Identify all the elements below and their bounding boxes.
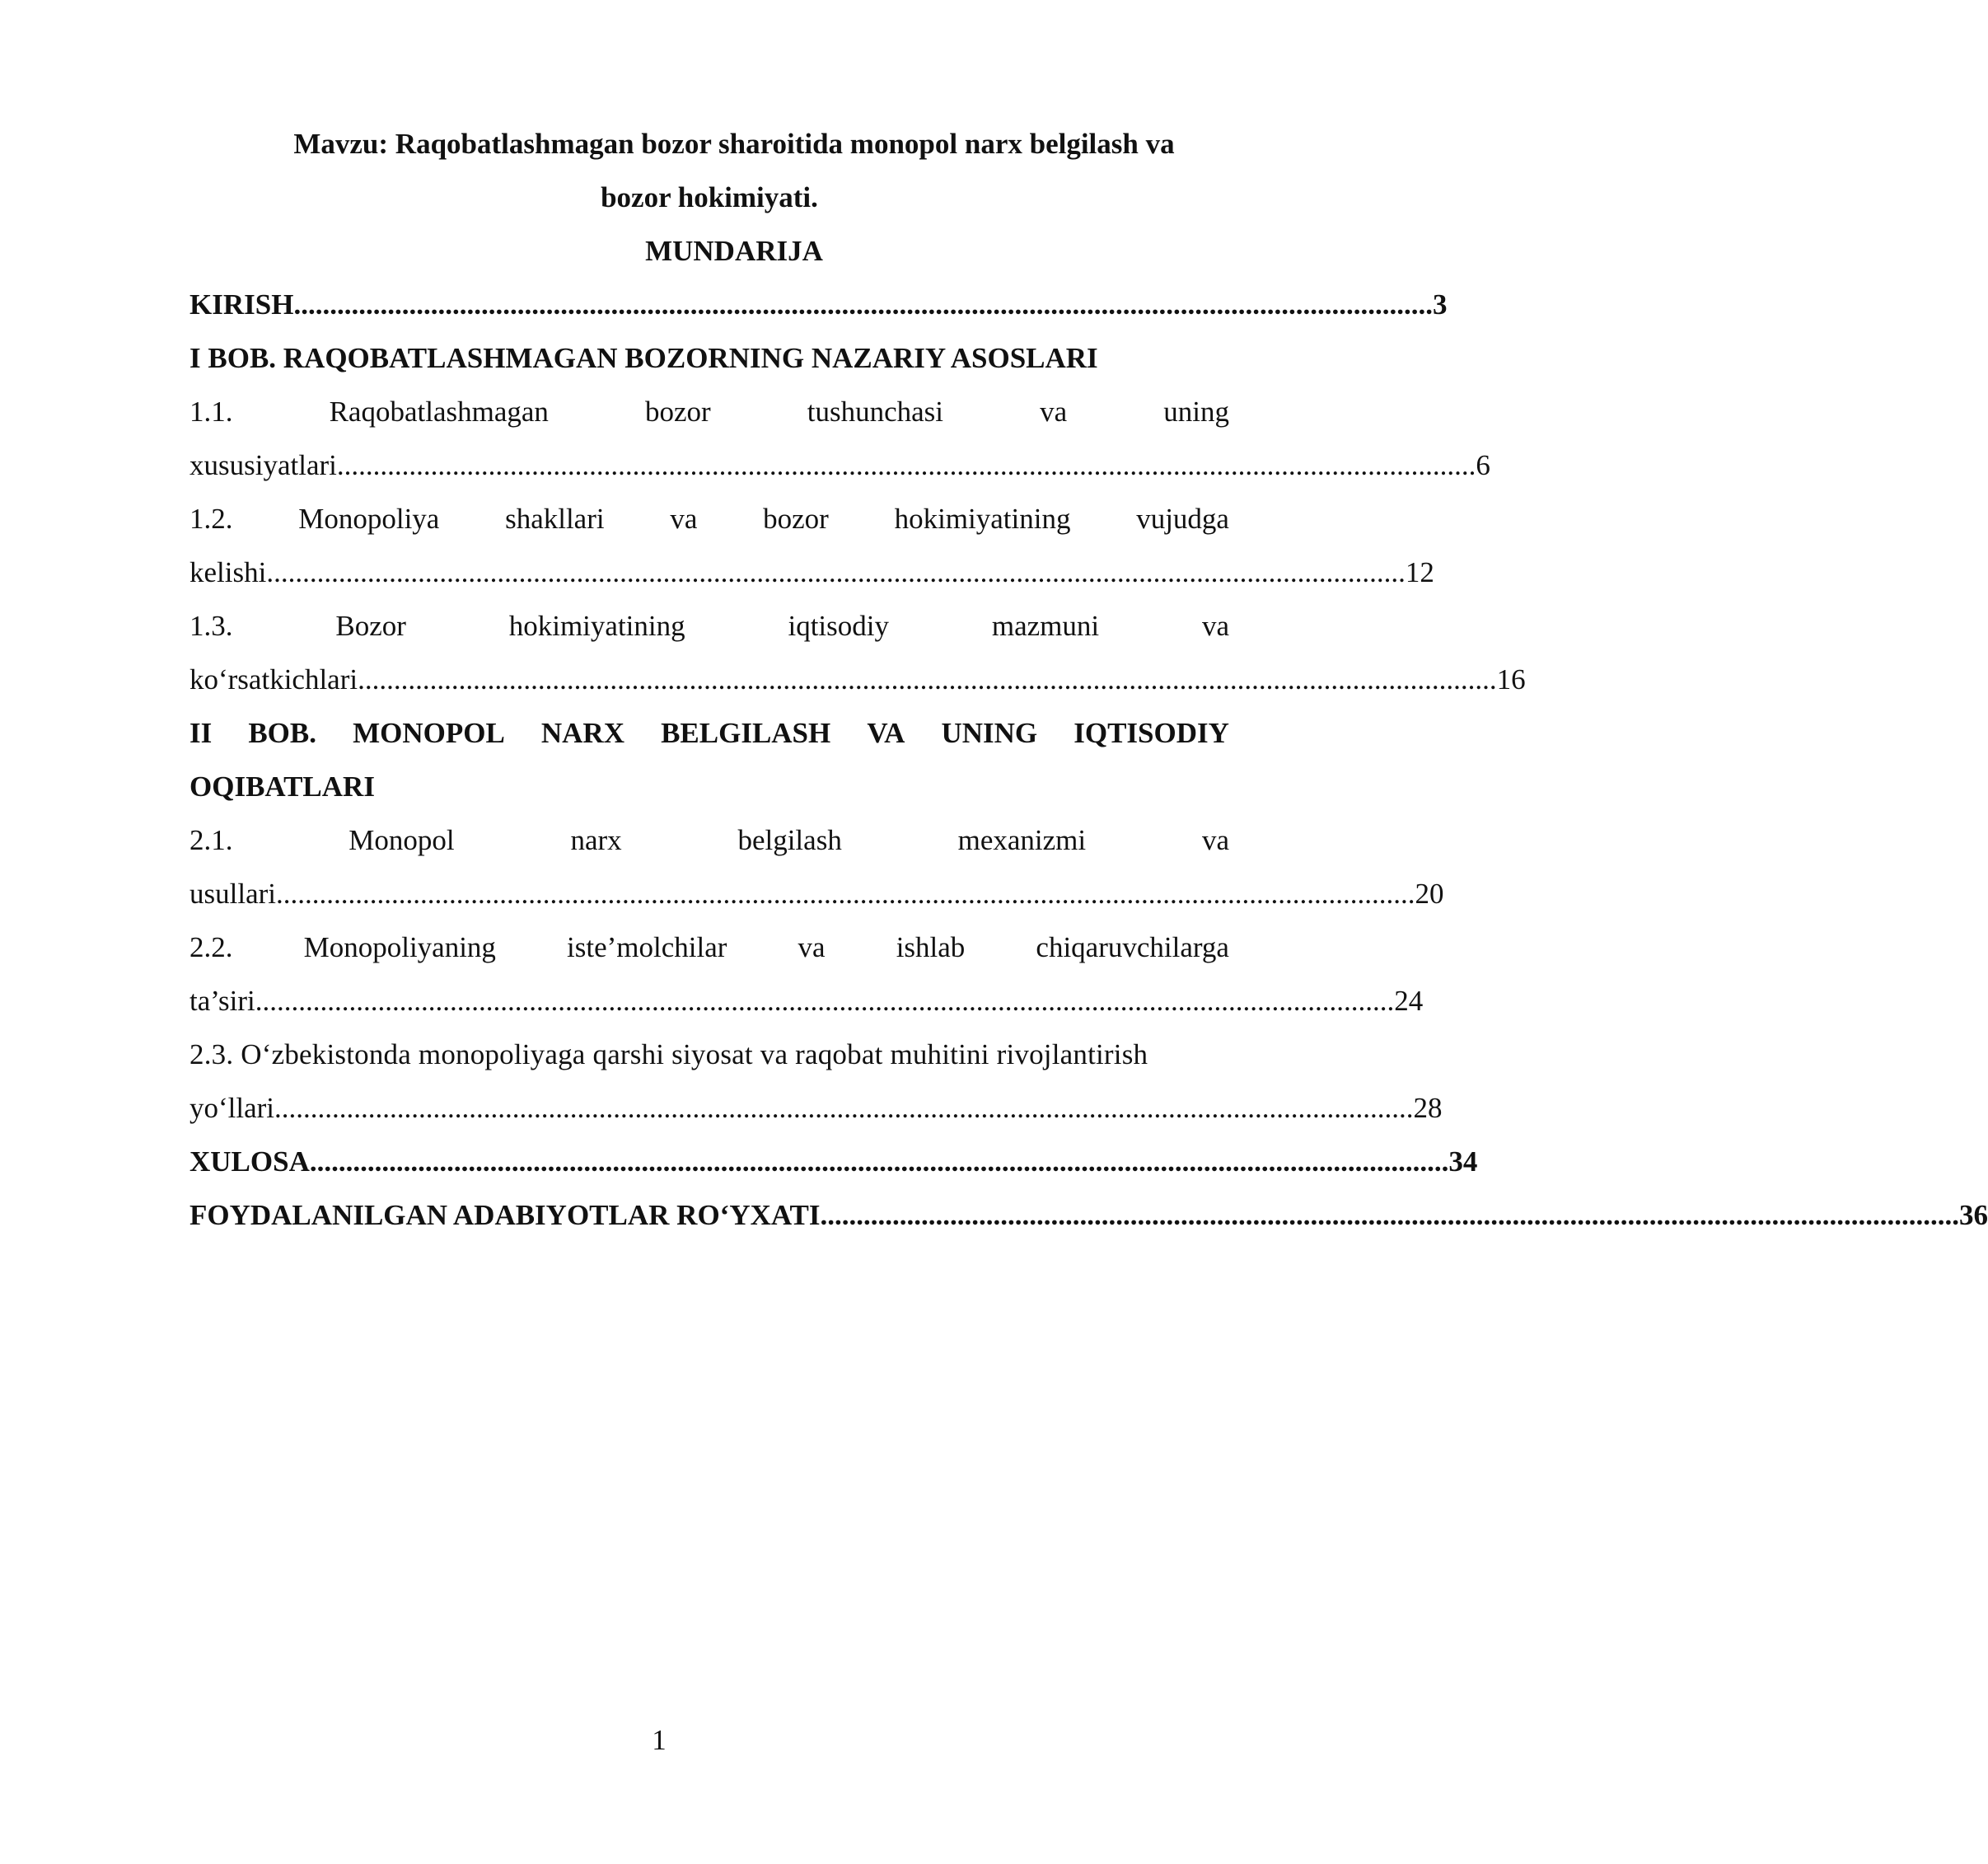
toc-label: ko‘rsatkichlari: [189, 663, 358, 695]
toc-entry-2-2-line1[interactable]: [189, 920, 1229, 975]
toc-word: NARX: [540, 717, 624, 749]
toc-word: shakllari: [505, 503, 605, 535]
dot-leader: ..............................................................................................................................................................: [309, 1145, 1449, 1178]
toc-word: va: [1201, 824, 1229, 856]
toc-word: mazmuni: [991, 610, 1100, 642]
toc-page-number: 34: [1448, 1145, 1478, 1178]
toc-word: BOB.: [248, 717, 316, 749]
dot-leader: ..............................................................................................................................................................: [266, 556, 1406, 588]
toc-word: 2.2.: [189, 931, 233, 963]
toc-word: MONOPOL: [353, 717, 505, 749]
toc-word: 1.2.: [189, 503, 233, 535]
dot-leader: ..............................................................................................................................................................: [255, 985, 1395, 1017]
toc-entry-kirish[interactable]: [189, 278, 1448, 332]
toc-word: Raqobatlashmagan: [329, 396, 549, 428]
toc-word: uning: [1163, 396, 1229, 428]
toc-word: hokimiyatining: [508, 610, 685, 642]
toc-word: va: [670, 503, 698, 535]
toc-entry-1-3-line1[interactable]: [189, 599, 1229, 653]
toc-word: ishlab: [896, 931, 966, 963]
toc-word: mexanizmi: [957, 824, 1087, 856]
toc-word: UNING: [941, 717, 1038, 749]
dot-leader: ..............................................................................................................................................................: [293, 288, 1433, 321]
toc-word: tushunchasi: [807, 396, 944, 428]
toc-entry-2-1-line2[interactable]: [189, 867, 1444, 921]
toc-chapter-2-line2[interactable]: OQIBATLARI: [189, 770, 375, 803]
toc-entry-1-3-line2[interactable]: [189, 653, 1526, 707]
toc-page-number: 24: [1394, 985, 1424, 1017]
toc-word: bozor: [644, 396, 711, 428]
toc-word: va: [798, 931, 826, 963]
toc-word: iste’molchilar: [567, 931, 727, 963]
toc-label: xususiyatlari: [189, 449, 337, 481]
toc-word: bozor: [763, 503, 829, 535]
contents-heading: MUNDARIJA: [645, 235, 823, 267]
topic-title-line1: Mavzu: Raqobatlashmagan bozor sharoitida monopol narx belgilash va: [293, 128, 1175, 160]
toc-page-number: 12: [1405, 556, 1434, 588]
toc-word: II: [189, 717, 213, 749]
toc-entry-2-3-line2[interactable]: [189, 1081, 1443, 1136]
toc-word: chiqaruvchilarga: [1036, 931, 1229, 963]
toc-word: narx: [570, 824, 622, 856]
toc-entry-1-2-line1[interactable]: [189, 492, 1229, 546]
toc-word: Monopoliyaning: [303, 931, 496, 963]
toc-page-number: 6: [1476, 449, 1490, 481]
dot-leader: ..............................................................................................................................................................: [275, 878, 1415, 910]
toc-word: 1.1.: [189, 396, 233, 428]
toc-page-number: 16: [1496, 663, 1526, 695]
toc-entry-1-1-line1[interactable]: [189, 385, 1229, 439]
toc-word: Bozor: [335, 610, 406, 642]
toc-label: XULOSA: [189, 1145, 310, 1178]
toc-word: va: [1201, 610, 1229, 642]
toc-entry-1-2-line2[interactable]: [189, 546, 1434, 600]
toc-word: IQTISODIY: [1074, 717, 1229, 749]
dot-leader: ..............................................................................................................................................................: [820, 1199, 1960, 1231]
toc-chapter-1[interactable]: I BOB. RAQOBATLASHMAGAN BOZORNING NAZARIY ASOSLARI: [189, 342, 1098, 374]
toc-entry-2-2-line2[interactable]: [189, 974, 1424, 1028]
page-number: 1: [652, 1724, 667, 1756]
dot-leader: ..............................................................................................................................................................: [358, 663, 1497, 695]
toc-word: vujudga: [1136, 503, 1229, 535]
toc-chapter-2-line1[interactable]: [189, 706, 1229, 761]
toc-label: ta’siri: [189, 985, 255, 1017]
dot-leader: ..............................................................................................................................................................: [336, 449, 1476, 481]
toc-word: hokimiyatining: [894, 503, 1071, 535]
toc-label: KIRISH: [189, 288, 294, 321]
toc-word: va: [1040, 396, 1068, 428]
toc-entry-1-1-line2[interactable]: [189, 438, 1490, 493]
toc-entry-2-1-line1[interactable]: [189, 813, 1229, 868]
toc-entry-2-3-line1[interactable]: 2.3. O‘zbekistonda monopoliyaga qarshi siyosat va raqobat muhitini rivojlantirish: [189, 1038, 1148, 1070]
toc-word: BELGILASH: [661, 717, 831, 749]
toc-word: Monopoliya: [298, 503, 440, 535]
toc-label: usullari: [189, 878, 276, 910]
toc-page-number: 36: [1959, 1199, 1988, 1231]
toc-label: yo‘llari: [189, 1092, 275, 1124]
topic-title-line2: bozor hokimiyati.: [601, 181, 818, 213]
toc-entry-xulosa[interactable]: [189, 1135, 1478, 1189]
toc-word: iqtisodiy: [788, 610, 889, 642]
toc-label: kelishi: [189, 556, 267, 588]
toc-page-number: 20: [1415, 878, 1444, 910]
toc-word: 1.3.: [189, 610, 233, 642]
toc-word: Monopol: [348, 824, 455, 856]
toc-word: belgilash: [737, 824, 842, 856]
toc-page-number: 3: [1432, 288, 1448, 321]
toc-entry-adabiyotlar[interactable]: [189, 1188, 1988, 1243]
toc-word: VA: [867, 717, 905, 749]
dot-leader: ..............................................................................................................................................................: [274, 1092, 1414, 1124]
toc-word: 2.1.: [189, 824, 233, 856]
toc-page-number: 28: [1413, 1092, 1443, 1124]
toc-label: FOYDALANILGAN ADABIYOTLAR RO‘YXATI: [189, 1199, 821, 1231]
